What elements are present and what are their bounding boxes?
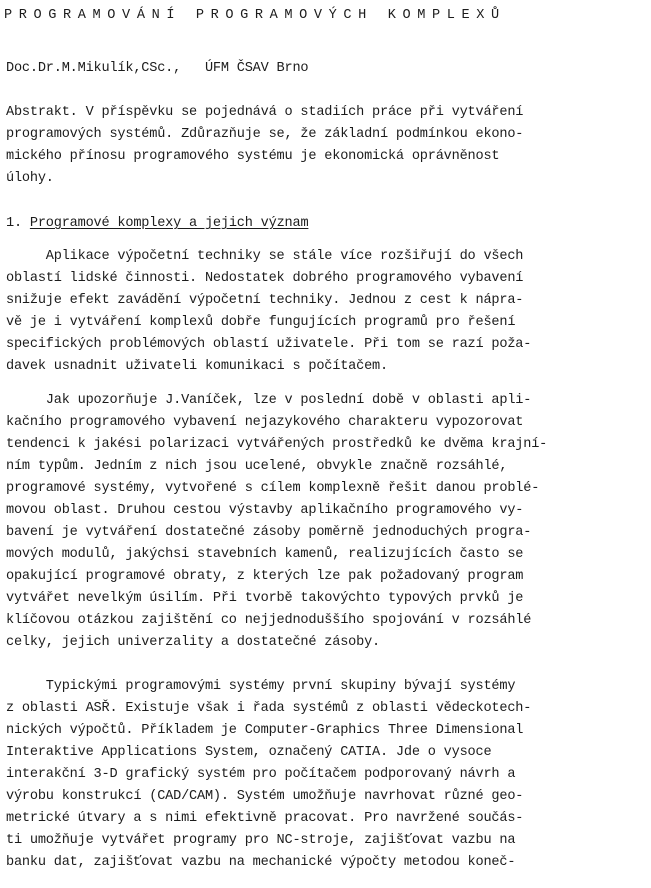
paragraph-line: vě je i vytváření komplexů dobře fungujících programů pro řešení (6, 315, 516, 330)
paragraph-line: klíčovou otázkou zajištění co nejjednoduššího spojování v rozsáhlé (6, 613, 532, 628)
document-title: PROGRAMOVÁNÍ PROGRAMOVÝCH KOMPLEXŮ (4, 8, 506, 23)
paragraph-line: interakční 3-D grafický systém pro počítačem podporovaný návrh a (6, 767, 516, 782)
paragraph-line: Interaktive Applications System, označený CATIA. Jde o vysoce (6, 745, 492, 760)
paragraph-line: nických výpočtů. Příkladem je Computer-Graphics Three Dimensional (6, 723, 524, 738)
paragraph-line: ním typům. Jedním z nich jsou ucelené, obvykle značně rozsáhlé, (6, 459, 508, 474)
section-heading-text: Programové komplexy a jejich význam (29, 216, 309, 231)
abstract-line: mického přínosu programového systému je ekonomická oprávněnost (6, 149, 500, 164)
abstract-line: úlohy. (6, 171, 54, 186)
section-heading (6, 216, 308, 232)
paragraph-line: specifických problémových oblastí uživatele. Při tom se razí poža- (6, 337, 532, 352)
paragraph-line: celky, jejich univerzality a dostatečné zásoby. (6, 635, 381, 650)
abstract-line: programových systémů. Zdůrazňuje se, že základní podmínkou ekono- (6, 127, 524, 142)
author-line: Doc.Dr.M.Mikulík,CSc., ÚFM ČSAV Brno (6, 61, 309, 76)
paragraph-line: bavení je vytváření dostatečné zásoby poměrně jednoduchých progra- (6, 525, 532, 540)
paragraph-line: Jak upozorňuje J.Vaníček, lze v poslední době v oblasti apli- (6, 393, 532, 408)
paragraph-line: banku dat, zajišťovat vazbu na mechanické výpočty metodou koneč- (6, 855, 516, 870)
paragraph-line: snižuje efekt zavádění výpočetní techniky. Jednou z cest k nápra- (6, 293, 524, 308)
paragraph-line: výrobu konstrukcí (CAD/CAM). Systém umožňuje navrhovat různé geo- (6, 789, 524, 804)
paragraph-line: opakující programové obraty, z kterých lze pak požadovaný program (6, 569, 524, 584)
paragraph-line: z oblasti ASŘ. Existuje však i řada systémů z oblasti vědeckotech- (6, 701, 532, 716)
paragraph-line: metrické útvary a s nimi efektivně pracovat. Pro navržené součás- (6, 811, 524, 826)
paragraph-line: oblastí lidské činnosti. Nedostatek dobrého programového vybavení (6, 271, 524, 286)
paragraph-line: movou oblast. Druhou cestou výstavby aplikačního programového vy- (6, 503, 524, 518)
paragraph-line: vytvářet nevelkým úsilím. Při tvorbě takovýchto typových prvků je (6, 591, 524, 606)
abstract-line: Abstrakt. V příspěvku se pojednává o stadiích práce při vytváření (6, 105, 524, 120)
paragraph-line: mových modulů, jakýchsi stavebních kamenů, realizujících často se (6, 547, 524, 562)
paragraph-line: ti umožňuje vytvářet programy pro NC-stroje, zajišťovat vazbu na (6, 833, 516, 848)
paragraph-line: davek usnadnit uživateli komunikaci s počítačem. (6, 359, 388, 374)
paragraph-line: Typickými programovými systémy první skupiny bývají systémy (6, 679, 516, 694)
paragraph-line: Aplikace výpočetní techniky se stále více rozšiřují do všech (6, 249, 524, 264)
paragraph-line: kačního programového vybavení nejazykového charakteru vypozorovat (6, 415, 524, 430)
paragraph-line: tendenci k jakési polarizaci vytvářených prostředků ke dvěma krajní- (6, 437, 548, 452)
section-number: 1. (6, 216, 22, 231)
paragraph-line: programové systémy, vytvořené s cílem komplexně řešit danou problé- (6, 481, 540, 496)
